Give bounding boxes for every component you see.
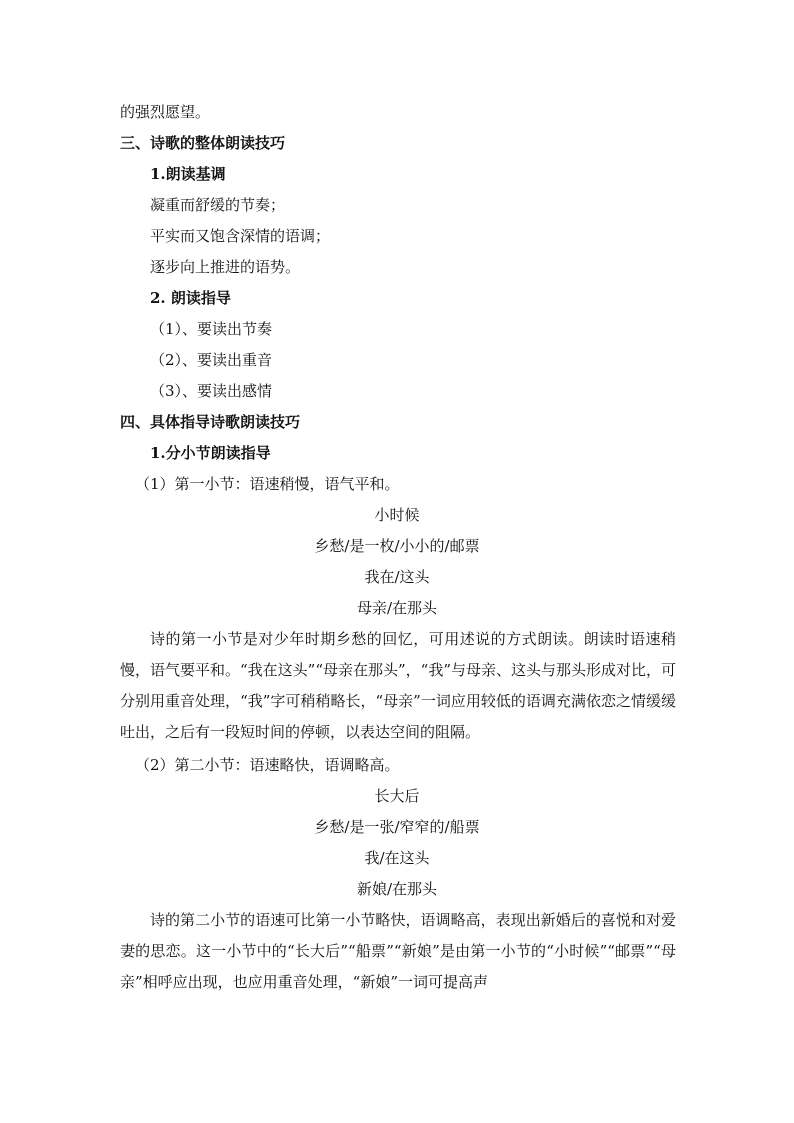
poem-line: 小时候 [374,506,420,524]
stanza-2-label: （2）第二小节：语速略快，语调略高。 [135,756,400,774]
guide-item-3: （3）、要读出感情 [150,382,273,400]
stanza-2-explanation: 诗的第二小节的语速可比第一小节略快，语调略高，表现出新婚后的喜悦和对爱妻的思恋。这一小节中的“长大后”“船票”“新娘”是由第一小节的“小时候”“邮票”“母亲”相呼应出现，也应用重音处理，“新娘”一词可提高声 [120,911,676,991]
poem-line: 新娘/在那头 [356,880,438,898]
poem-line: 乡愁/是一张/窄窄的/船票 [314,818,480,836]
tone-line-3: 逐步向上推进的语势。 [150,258,301,276]
poem-line: 母亲/在那头 [356,599,438,617]
section-heading-3: 三、诗歌的整体朗读技巧 [120,134,286,152]
subheading-stanza-guide: 1.分小节朗读指导 [150,444,271,462]
poem-line: 我/在这头 [364,849,430,867]
stanza-1-label: （1）第一小节：语速稍慢，语气平和。 [135,475,400,493]
poem-line: 长大后 [374,787,420,805]
poem-line: 我在/这头 [364,568,430,586]
tone-line-2: 平实而又饱含深情的语调； [150,227,331,245]
guide-item-2: （2）、要读出重音 [150,351,273,369]
stanza-1-explanation: 诗的第一小节是对少年时期乡愁的回忆，可用述说的方式朗读。朗读时语速稍慢，语气要平和。“我在这头”“母亲在那头”，“我”与母亲、这头与那头形成对比，可分别用重音处理，“我”字可稍稍略长，“母亲”一词应用较低的语调充满依恋之情缓缓吐出，之后有一段短时间的停顿，以表达空间的阻隔。 [120,630,677,741]
subheading-reading-tone: 1.朗读基调 [150,165,226,183]
guide-item-1: （1）、要读出节奏 [150,320,273,338]
tone-line-1: 凝重而舒缓的节奏； [150,196,286,214]
section-heading-4: 四、具体指导诗歌朗读技巧 [120,413,301,431]
subheading-reading-guide: 2. 朗读指导 [150,289,231,307]
continuation-text: 的强烈愿望。 [120,103,211,121]
poem-line: 乡愁/是一枚/小小的/邮票 [314,537,480,555]
